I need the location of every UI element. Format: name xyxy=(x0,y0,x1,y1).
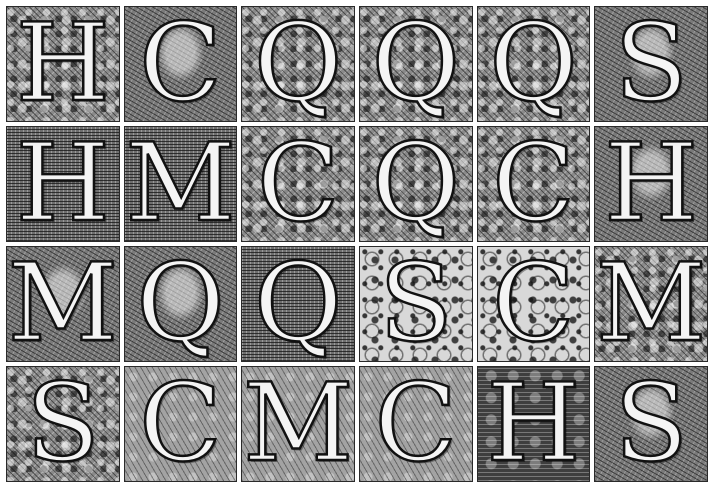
initial-letter-tile xyxy=(359,126,473,242)
initial-letter: C xyxy=(139,366,222,482)
initial-letter: Q xyxy=(489,6,578,122)
woodcut-initials-plate xyxy=(6,6,708,482)
initial-letter: C xyxy=(492,246,575,362)
initial-letter: S xyxy=(614,366,689,482)
initial-letter-tile xyxy=(359,6,473,122)
initial-letter: Q xyxy=(371,6,461,122)
initial-letter-tile xyxy=(241,6,355,122)
initial-letter-tile xyxy=(477,246,591,362)
initial-letter: H xyxy=(604,126,699,242)
initial-letter-tile xyxy=(594,366,708,482)
initial-letter: S xyxy=(378,246,453,362)
initial-letter-tile xyxy=(241,366,355,482)
initial-letter-tile xyxy=(594,6,708,122)
initial-letter: Q xyxy=(371,126,461,242)
initial-letter-tile xyxy=(6,126,120,242)
initial-letter: Q xyxy=(136,246,225,362)
initial-letter: Q xyxy=(253,6,343,122)
initial-letter-tile xyxy=(6,246,120,362)
initial-letter: S xyxy=(614,6,689,122)
initial-letter: H xyxy=(15,126,110,242)
initial-letter-tile xyxy=(359,246,473,362)
initial-letter-tile xyxy=(6,366,120,482)
initial-letter: S xyxy=(25,366,100,482)
initial-letter-tile xyxy=(594,246,708,362)
initial-letter: M xyxy=(242,366,354,482)
initial-letter-tile xyxy=(124,126,238,242)
initial-letter: H xyxy=(15,6,110,122)
initial-letter: M xyxy=(595,246,707,362)
initial-letter-tile xyxy=(241,246,355,362)
initial-letter-tile xyxy=(594,126,708,242)
initial-letter: C xyxy=(256,126,340,242)
initial-letter-tile xyxy=(124,6,238,122)
initial-letter: C xyxy=(139,6,222,122)
initial-letter-tile xyxy=(6,6,120,122)
initial-letter-tile xyxy=(477,126,591,242)
initial-letter: M xyxy=(125,126,236,242)
initial-letter: C xyxy=(492,126,575,242)
initial-letter-tile xyxy=(359,366,473,482)
initial-letter-tile xyxy=(477,366,591,482)
initial-letter-tile xyxy=(124,366,238,482)
initial-letter: Q xyxy=(253,246,343,362)
initial-letter-tile xyxy=(477,6,591,122)
initial-letter: M xyxy=(7,246,119,362)
initial-letter: H xyxy=(486,366,581,482)
initial-letter: C xyxy=(374,366,458,482)
initial-letter-tile xyxy=(241,126,355,242)
initial-letter-tile xyxy=(124,246,238,362)
